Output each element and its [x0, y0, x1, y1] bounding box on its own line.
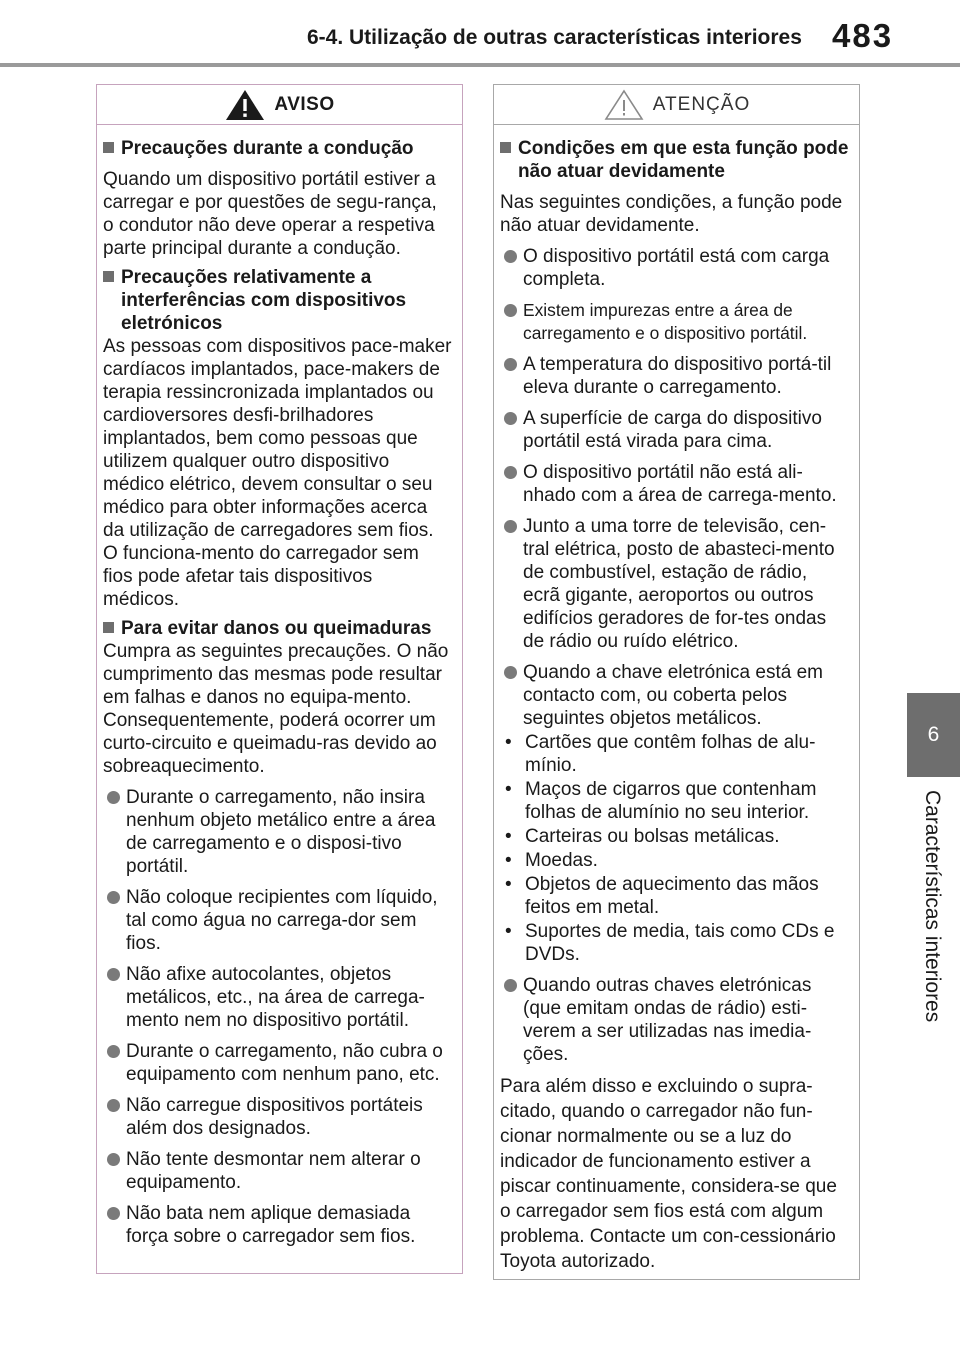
sub-list-item-text: Carteiras ou bolsas metálicas. — [525, 826, 780, 847]
bullet-dot-icon — [107, 1099, 120, 1112]
list-item — [103, 963, 452, 1032]
list-item — [103, 786, 452, 878]
bullet-dot-icon — [504, 666, 517, 679]
list-item — [103, 1202, 452, 1248]
heading-text: Precauções relativamente a interferências com dispositivos eletrónicos — [121, 267, 407, 334]
bullet-dot-icon — [504, 358, 517, 371]
paragraph: As pessoas com dispositivos pace-maker cardíacos implantados, pace-makers de terapia ressincronizada implantados ou cardioversores desfi-brilhadores implantados, bem como pessoas que utilizem qualquer outro dispositivo médico elétrico, devem consultar o seu médico para obter informações acerca da utilização de carregadores sem fios. O funciona-mento do carregador sem fios pode afetar tais dispositivos médicos. — [103, 336, 452, 610]
list-item-text: Existem impurezas entre a área de carregamento e o dispositivo portátil. — [523, 300, 808, 343]
bullet-dot-icon — [504, 979, 517, 992]
dash-bullet-icon: • — [505, 826, 512, 847]
list-item-text: Quando a chave eletrónica está em contacto com, ou coberta pelos seguintes objetos metálicos. — [523, 662, 823, 729]
chapter-number: 6 — [927, 723, 940, 746]
list-item — [103, 1094, 452, 1140]
list-item-text: Quando outras chaves eletrónicas (que emitam ondas de rádio) esti-verem a ser utilizadas nas imedia-ções. — [523, 975, 812, 1065]
list-item-text: Não tente desmontar nem alterar o equipamento. — [126, 1149, 421, 1193]
dash-bullet-icon: • — [505, 874, 512, 895]
section-heading — [103, 617, 452, 640]
sub-list-item — [500, 849, 849, 872]
list-item — [103, 1148, 452, 1194]
bullet-dot-icon — [504, 466, 517, 479]
square-bullet-icon — [103, 142, 114, 153]
list-item — [500, 299, 849, 345]
square-bullet-icon — [500, 142, 511, 153]
list-item-text: Não carregue dispositivos portáteis além dos designados. — [126, 1095, 423, 1139]
list-item-text: Durante o carregamento, não insira nenhum objeto metálico entre a área de carregamento e o disposi-tivo portátil. — [126, 787, 436, 877]
bullet-dot-icon — [107, 891, 120, 904]
dash-bullet-icon: • — [505, 732, 512, 753]
section-heading — [103, 137, 452, 160]
list-item-text: Junto a uma torre de televisão, cen-tral elétrica, posto de abasteci-mento de combustível, estação de rádio, ecrã gigante, aeroportos ou outros edifícios geradores de for-tes ondas de rádio ou ruído elétrico. — [523, 516, 835, 652]
sub-list-item-text: Moedas. — [525, 850, 598, 871]
caution-box — [493, 84, 860, 1280]
sub-list-item-text: Objetos de aquecimento das mãos feitos em metal. — [525, 874, 819, 918]
bullet-dot-icon — [107, 1207, 120, 1220]
section-title: 6-4. Utilização de outras características interiores — [307, 26, 802, 49]
list-item-text: Não bata nem aplique demasiada força sobre o carregador sem fios. — [126, 1203, 416, 1247]
list-item — [103, 1040, 452, 1086]
paragraph: Nas seguintes condições, a função pode não atuar devidamente. — [500, 192, 843, 236]
header-rule — [0, 63, 960, 67]
list-item-text: O dispositivo portátil não está ali-nhado com a área de carrega-mento. — [523, 462, 837, 506]
sub-list-item-text: Maços de cigarros que contenham folhas de alumínio no seu interior. — [525, 779, 817, 823]
chapter-title: Características interiores — [921, 790, 944, 1023]
list-item-text: Não afixe autocolantes, objetos metálicos, etc., na área de carrega-mento nem no dispositivo portátil. — [126, 964, 425, 1031]
sub-list-item-text: Suportes de media, tais como CDs e DVDs. — [525, 921, 835, 965]
heading-text: Condições em que esta função pode não atuar devidamente — [518, 138, 849, 182]
heading-text: Para evitar danos ou queimaduras — [121, 618, 432, 639]
section-heading — [500, 137, 849, 183]
page-number: 483 — [832, 17, 894, 54]
warning-content — [97, 125, 462, 1248]
sub-list-item — [500, 920, 849, 966]
list-item — [500, 515, 849, 653]
caution-box-header — [494, 85, 859, 125]
bullet-dot-icon — [107, 1045, 120, 1058]
metal-objects-list — [500, 731, 849, 966]
bullet-dot-icon — [107, 791, 120, 804]
square-bullet-icon — [103, 271, 114, 282]
heading-text: Precauções durante a condução — [121, 138, 414, 159]
warning-box — [96, 84, 463, 1274]
closing-paragraph: Para além disso e excluindo o supra-citado, quando o carregador não fun-cionar normalmente ou se a luz do indicador de funcionamento estiver a piscar continuamente, considera-se que o carregador sem fios está com algum problema. Contacte um con-cessionário Toyota autorizado. — [500, 1076, 837, 1272]
sub-list-item — [500, 873, 849, 919]
bullet-dot-icon — [107, 968, 120, 981]
list-item-text: Não coloque recipientes com líquido, tal como água no carrega-dor sem fios. — [126, 887, 438, 954]
caution-triangle-icon — [603, 88, 645, 122]
bullet-dot-icon — [504, 412, 517, 425]
warning-label: AVISO — [274, 93, 335, 115]
list-item — [500, 407, 849, 453]
sub-list-item — [500, 778, 849, 824]
chapter-tab — [907, 693, 960, 777]
bullet-dot-icon — [107, 1153, 120, 1166]
list-item — [500, 353, 849, 399]
paragraph: Cumpra as seguintes precauções. O não cumprimento das mesmas pode resultar em falhas e danos no equipa-mento. Consequentemente, poderá ocorrer um curto-circuito e queimadu-ras devido ao sobreaquecimento. — [103, 641, 449, 777]
list-item-text: Durante o carregamento, não cubra o equipamento com nenhum pano, etc. — [126, 1041, 443, 1085]
sub-list-item-text: Cartões que contêm folhas de alu-mínio. — [525, 732, 816, 776]
list-item — [500, 245, 849, 291]
list-item — [500, 661, 849, 730]
sub-list-item — [500, 731, 849, 777]
list-item — [500, 974, 849, 1066]
square-bullet-icon — [103, 622, 114, 633]
list-item-text: O dispositivo portátil está com carga completa. — [523, 246, 830, 290]
list-item-text: A superfície de carga do dispositivo portátil está virada para cima. — [523, 408, 822, 452]
dash-bullet-icon: • — [505, 779, 512, 800]
section-heading — [103, 266, 452, 335]
sub-list-item — [500, 825, 849, 848]
caution-content — [494, 125, 859, 1274]
bullet-dot-icon — [504, 250, 517, 263]
list-item — [103, 886, 452, 955]
bullet-dot-icon — [504, 304, 517, 317]
warning-triangle-icon — [224, 88, 266, 122]
caution-label: ATENÇÃO — [652, 93, 751, 115]
paragraph: Quando um dispositivo portátil estiver a carregar e por questões de segu-rança, o condutor não deve operar a respetiva parte principal durante a condução. — [103, 169, 437, 259]
dash-bullet-icon: • — [505, 921, 512, 942]
list-item-text: A temperatura do dispositivo portá-til eleva durante o carregamento. — [523, 354, 832, 398]
list-item — [500, 461, 849, 507]
dash-bullet-icon: • — [505, 850, 512, 871]
bullet-dot-icon — [504, 520, 517, 533]
warning-box-header — [97, 85, 462, 125]
